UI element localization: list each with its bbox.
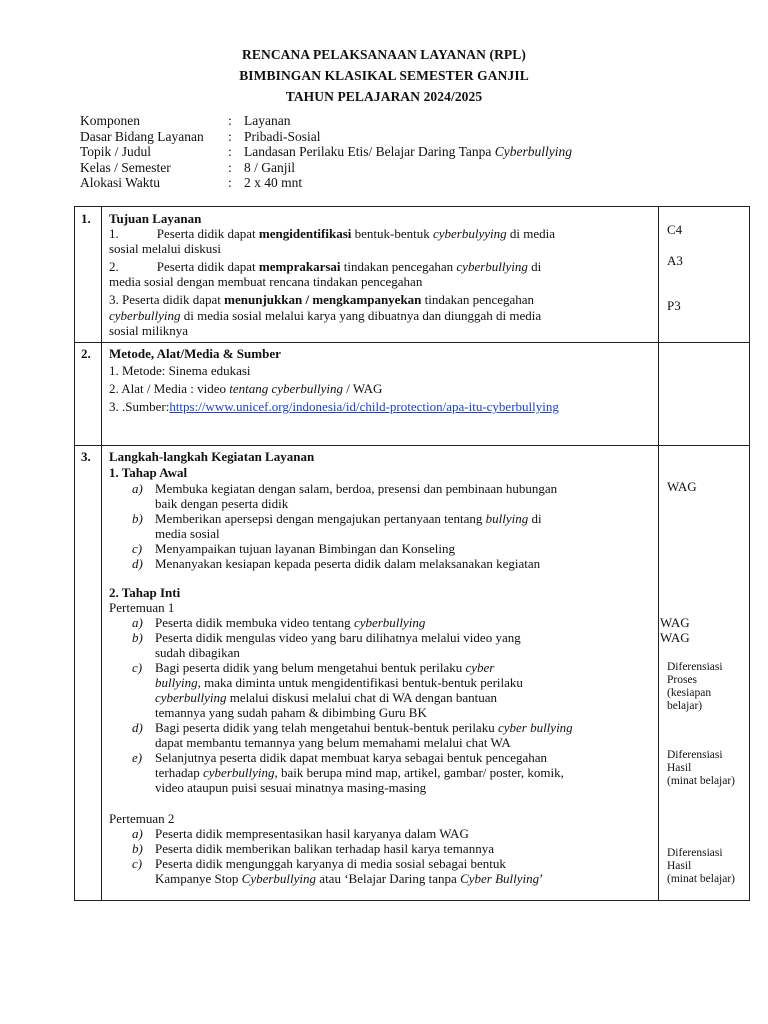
list-italic: bullying	[485, 511, 529, 526]
list-italic: bullying	[155, 675, 198, 690]
objective-keyword: mengidentifikasi	[258, 226, 352, 241]
list-item-cont	[155, 690, 497, 705]
objective-text: bentuk-bentuk	[351, 226, 433, 241]
list-item: Peserta didik mengulas video yang baru dilihatnya melalui video yang	[155, 630, 521, 645]
meta-value: 8 / Ganjil	[244, 159, 295, 175]
level-label: C4	[667, 222, 683, 237]
objective-text: tindakan pencegahan	[340, 259, 457, 274]
list-item: Selanjutnya peserta didik dapat membuat karya sebagai bentuk pencegahan	[155, 750, 548, 765]
objective-1-line2: sosial melalui diskusi	[109, 241, 221, 256]
meta-row	[80, 113, 700, 129]
meta-row	[80, 129, 700, 145]
list-item	[155, 720, 573, 735]
meta-value: Pribadi-Sosial	[244, 128, 321, 144]
objective-3-line2	[109, 308, 541, 323]
differentiation-label: Proses	[667, 674, 698, 686]
list-item: Peserta didik memberikan balikan terhadap hasil karya temannya	[155, 841, 494, 856]
title-line-3: TAHUN PELAJARAN 2024/2025	[285, 89, 483, 104]
meta-colon: :	[228, 159, 232, 175]
stage-title: 2. Tahap Inti	[109, 585, 181, 600]
section-number: 1.	[81, 211, 91, 226]
objective-number: 1.	[109, 226, 119, 241]
media-text: 2. Alat / Media : video	[109, 381, 230, 396]
meta-info	[80, 113, 700, 191]
differentiation-label: belajar)	[667, 700, 703, 712]
source-link[interactable]: https://www.unicef.org/indonesia/id/child-protection/apa-itu-cyberbullying	[169, 399, 559, 414]
objective-keyword: memprakarsai	[258, 259, 341, 274]
method-line: 1. Metode: Sinema edukasi	[109, 363, 251, 378]
list-marker: a)	[132, 481, 143, 496]
media-label: WAG	[660, 630, 690, 645]
title-line-2: BIMBINGAN KLASIKAL SEMESTER GANJIL	[239, 68, 529, 83]
media-line	[109, 381, 382, 396]
list-item-cont	[155, 765, 564, 780]
list-item: Peserta didik mengunggah karyanya di media sosial sebagai bentuk	[155, 856, 506, 871]
source-label: 3. .Sumber:	[109, 399, 170, 414]
meta-value: Layanan	[244, 113, 291, 128]
objective-text: tindakan pencegahan	[421, 292, 535, 307]
section-number: 2.	[81, 346, 91, 361]
objective-3-line1	[109, 292, 534, 307]
list-marker: c)	[132, 856, 143, 871]
list-italic: cyberbullying	[203, 765, 275, 780]
list-marker: b)	[132, 630, 143, 645]
objective-text: Peserta didik dapat	[156, 259, 259, 274]
list-text: di	[528, 511, 542, 526]
meta-row	[80, 144, 700, 160]
meta-colon: :	[228, 113, 232, 128]
list-item: Menanyakan kesiapan kepada peserta didik dalam melaksanakan kegiatan	[155, 556, 541, 571]
objective-text: di	[527, 259, 542, 274]
differentiation-label: Hasil	[667, 762, 692, 774]
list-item-cont: video ataupun puisi sesuai minatnya masing-masing	[155, 780, 427, 795]
row-divider	[75, 342, 749, 343]
differentiation-label: Diferensiasi	[667, 749, 723, 761]
list-text: Bagi peserta didik yang telah mengetahui bentuk-bentuk perilaku	[155, 720, 498, 735]
section-title: Langkah-langkah Kegiatan Layanan	[109, 449, 315, 464]
media-italic: tentang cyberbullying	[229, 381, 343, 396]
objective-text: di media sosial melalui karya yang dibuatnya dan diunggah di media	[180, 308, 542, 323]
list-item-cont: media sosial	[155, 526, 220, 541]
meta-key: Komponen	[80, 113, 140, 128]
objective-text: 3. Peserta didik dapat	[109, 292, 225, 307]
list-item-cont: dapat membantu temannya yang belum memahami melalui chat WA	[155, 735, 511, 750]
meta-key: Topik / Judul	[80, 144, 152, 160]
objective-text: di media	[506, 226, 556, 241]
section-number: 3.	[81, 449, 91, 464]
list-marker: a)	[132, 826, 143, 841]
list-text: , baik berupa mind map, artikel, gambar/ poster, komik,	[274, 765, 564, 780]
level-label: P3	[667, 298, 681, 313]
meta-value	[244, 144, 700, 160]
meta-colon: :	[228, 144, 232, 160]
list-text: Memberikan apersepsi dengan mengajukan pertanyaan tentang	[155, 511, 486, 526]
list-item	[155, 511, 542, 526]
column-divider	[658, 207, 659, 900]
list-text: melalui diskusi melalui chat di WA dengan bantuan	[226, 690, 498, 705]
objective-1-line1	[109, 226, 555, 241]
objective-keyword: menunjukkan / mengkampanyekan	[224, 292, 422, 307]
differentiation-label: (kesiapan	[667, 687, 712, 699]
list-text: , maka diminta untuk mengidentifikasi bentuk-bentuk perilaku	[197, 675, 523, 690]
list-marker: b)	[132, 511, 143, 526]
list-item-cont	[155, 675, 523, 690]
list-italic: Cyberbullying	[241, 871, 317, 886]
list-marker: e)	[132, 750, 143, 765]
list-text: atau ‘Belajar Daring tanpa	[316, 871, 461, 886]
document-title	[0, 44, 768, 107]
meeting-title: Pertemuan 1	[109, 600, 175, 615]
list-marker: c)	[132, 541, 143, 556]
meta-key: Kelas / Semester	[80, 159, 171, 175]
objective-3-line3: sosial miliknya	[109, 323, 189, 338]
list-marker: d)	[132, 556, 143, 571]
list-item: Menyampaikan tujuan layanan Bimbingan dan Konseling	[155, 541, 456, 556]
level-label: A3	[667, 253, 683, 268]
media-label: WAG	[660, 615, 690, 630]
objective-2-line1	[109, 259, 541, 274]
list-italic: cyber bullying	[497, 720, 573, 735]
objective-italic: cyberbulyying	[432, 226, 507, 241]
list-text: Kampanye Stop	[155, 871, 242, 886]
list-marker: a)	[132, 615, 143, 630]
meta-row	[80, 175, 700, 191]
list-text: terhadap	[155, 765, 204, 780]
objective-italic: cyberbullying	[109, 308, 181, 323]
list-item: Membuka kegiatan dengan salam, berdoa, presensi dan pembinaan hubungan	[155, 481, 558, 496]
meta-key: Dasar Bidang Layanan	[80, 128, 204, 144]
topic-text: Landasan Perilaku Etis/ Belajar Daring Tanpa	[244, 144, 495, 160]
list-item: Peserta didik mempresentasikan hasil karyanya dalam WAG	[155, 826, 469, 841]
objective-italic: cyberbullying	[456, 259, 528, 274]
meeting-title: Pertemuan 2	[109, 811, 175, 826]
list-item-cont: baik dengan peserta didik	[155, 496, 289, 511]
meta-row	[80, 160, 700, 176]
topic-italic: Cyberbullying	[494, 144, 572, 160]
media-label: WAG	[667, 479, 697, 494]
list-item-cont: temannya yang sudah paham & dibimbing Guru BK	[155, 705, 427, 720]
meta-colon: :	[228, 128, 232, 144]
list-item	[155, 660, 494, 675]
meta-value: 2 x 40 mnt	[244, 175, 303, 191]
differentiation-label: Diferensiasi	[667, 661, 723, 673]
section-title: Tujuan Layanan	[109, 211, 202, 226]
list-italic: Cyber Bullying	[460, 871, 540, 886]
list-marker: d)	[132, 720, 143, 735]
column-divider	[101, 207, 102, 900]
differentiation-label: (minat belajar)	[667, 873, 736, 885]
list-text: ’	[539, 871, 544, 886]
list-text: Bagi peserta didik yang belum mengetahui bentuk perilaku	[155, 660, 466, 675]
meta-key: Alokasi Waktu	[80, 175, 161, 191]
row-divider	[75, 445, 749, 446]
list-marker: b)	[132, 841, 143, 856]
list-italic: cyberbullying	[353, 615, 426, 630]
objective-text: Peserta didik dapat	[156, 226, 259, 241]
media-text: / WAG	[342, 381, 383, 396]
list-italic: cyber	[465, 660, 495, 675]
list-text: Peserta didik membuka video tentang	[155, 615, 354, 630]
list-item	[155, 615, 425, 630]
differentiation-label: Diferensiasi	[667, 847, 723, 859]
title-line-1: RENCANA PELAKSANAAN LAYANAN (RPL)	[242, 47, 526, 62]
source-line	[109, 399, 559, 414]
stage-title: 1. Tahap Awal	[109, 465, 188, 480]
list-item-cont: sudah dibagikan	[155, 645, 240, 660]
section-title: Metode, Alat/Media & Sumber	[109, 346, 281, 361]
differentiation-label: Hasil	[667, 860, 692, 872]
objective-number: 2.	[109, 259, 119, 274]
plan-table	[74, 206, 750, 901]
meta-colon: :	[228, 175, 232, 191]
list-marker: c)	[132, 660, 143, 675]
differentiation-label: (minat belajar)	[667, 775, 736, 787]
list-item-cont	[155, 871, 543, 886]
list-italic: cyberbullying	[155, 690, 227, 705]
objective-2-line2: media sosial dengan membuat rencana tindakan pencegahan	[109, 274, 423, 289]
